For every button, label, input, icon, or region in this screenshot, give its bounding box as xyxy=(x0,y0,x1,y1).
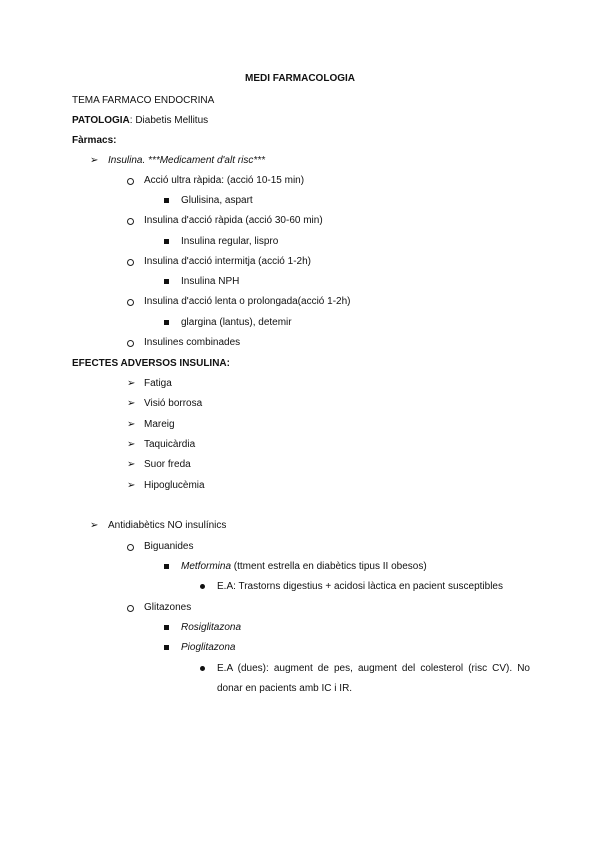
circle-bullet-icon xyxy=(127,544,134,551)
insulin-name: Insulina. xyxy=(108,155,149,166)
circle-bullet-icon xyxy=(127,340,134,347)
circle-bullet-icon xyxy=(127,218,134,225)
pathology-label: PATOLOGIA xyxy=(72,115,130,126)
dot-bullet-icon xyxy=(200,584,205,589)
dot-bullet-icon xyxy=(200,666,205,671)
list-item: Fatiga xyxy=(144,378,172,389)
arrow-bullet-icon: ➢ xyxy=(127,439,136,450)
square-bullet-icon xyxy=(164,625,169,630)
list-item: Rosiglitazona xyxy=(181,622,242,633)
arrow-bullet-icon: ➢ xyxy=(127,378,136,389)
list-item: Glitazones xyxy=(144,602,192,613)
antidiabetics-heading: Antidiabètics NO insulínics xyxy=(108,520,227,531)
list-item: Hipoglucèmia xyxy=(144,480,205,491)
circle-bullet-icon xyxy=(127,259,134,266)
list-item-continuation: donar en pacients amb IC i IR. xyxy=(217,683,353,694)
adverse-heading: EFECTES ADVERSOS INSULINA: xyxy=(72,358,230,369)
list-item: Biguanides xyxy=(144,541,194,552)
list-item xyxy=(181,560,427,574)
pathology-value: : Diabetis Mellitus xyxy=(129,115,209,126)
list-item: glargina (lantus), detemir xyxy=(181,317,292,328)
list-item: E.A (dues): augment de pes, augment del colesterol (risc CV). No xyxy=(217,663,530,674)
circle-bullet-icon xyxy=(127,299,134,306)
arrow-bullet-icon: ➢ xyxy=(127,459,136,470)
arrow-bullet-icon: ➢ xyxy=(127,419,136,430)
list-item: Acció ultra ràpida: (acció 10-15 min) xyxy=(144,175,305,186)
square-bullet-icon xyxy=(164,239,169,244)
list-item: Insulines combinades xyxy=(144,337,241,348)
square-bullet-icon xyxy=(164,645,169,650)
list-item: Mareig xyxy=(144,419,175,430)
square-bullet-icon xyxy=(164,198,169,203)
list-item: Visió borrosa xyxy=(144,398,203,409)
list-item: Suor freda xyxy=(144,459,191,470)
list-item: Insulina d'acció lenta o prolongada(acció 1-2h) xyxy=(144,296,351,307)
pathology-line xyxy=(72,114,208,128)
list-item: Insulina NPH xyxy=(181,276,240,287)
list-item: Insulina d'acció ràpida (acció 30-60 min) xyxy=(144,215,323,226)
drug-note: (ttment estrella en diabètics tipus II obesos) xyxy=(231,561,427,572)
drugs-heading: Fàrmacs: xyxy=(72,135,117,146)
arrow-bullet-icon: ➢ xyxy=(90,155,99,166)
list-item: Taquicàrdia xyxy=(144,439,196,450)
insulin-heading xyxy=(108,154,265,168)
drug-name: Metformina xyxy=(181,561,232,572)
topic-line: TEMA FARMACO ENDOCRINA xyxy=(72,95,215,106)
circle-bullet-icon xyxy=(127,605,134,612)
square-bullet-icon xyxy=(164,564,169,569)
list-item: Insulina regular, lispro xyxy=(181,236,279,247)
square-bullet-icon xyxy=(164,320,169,325)
insulin-note: ***Medicament d'alt risc*** xyxy=(148,155,265,166)
arrow-bullet-icon: ➢ xyxy=(127,480,136,491)
list-item: Pioglitazona xyxy=(181,642,236,653)
circle-bullet-icon xyxy=(127,178,134,185)
arrow-bullet-icon: ➢ xyxy=(90,520,99,531)
list-item: Insulina d'acció intermitja (acció 1-2h) xyxy=(144,256,311,267)
square-bullet-icon xyxy=(164,279,169,284)
arrow-bullet-icon: ➢ xyxy=(127,398,136,409)
list-item: E.A: Trastorns digestius + acidosi làctica en pacient susceptibles xyxy=(217,581,503,592)
page-title: MEDI FARMACOLOGIA xyxy=(245,73,355,84)
list-item: Glulisina, aspart xyxy=(181,195,253,206)
